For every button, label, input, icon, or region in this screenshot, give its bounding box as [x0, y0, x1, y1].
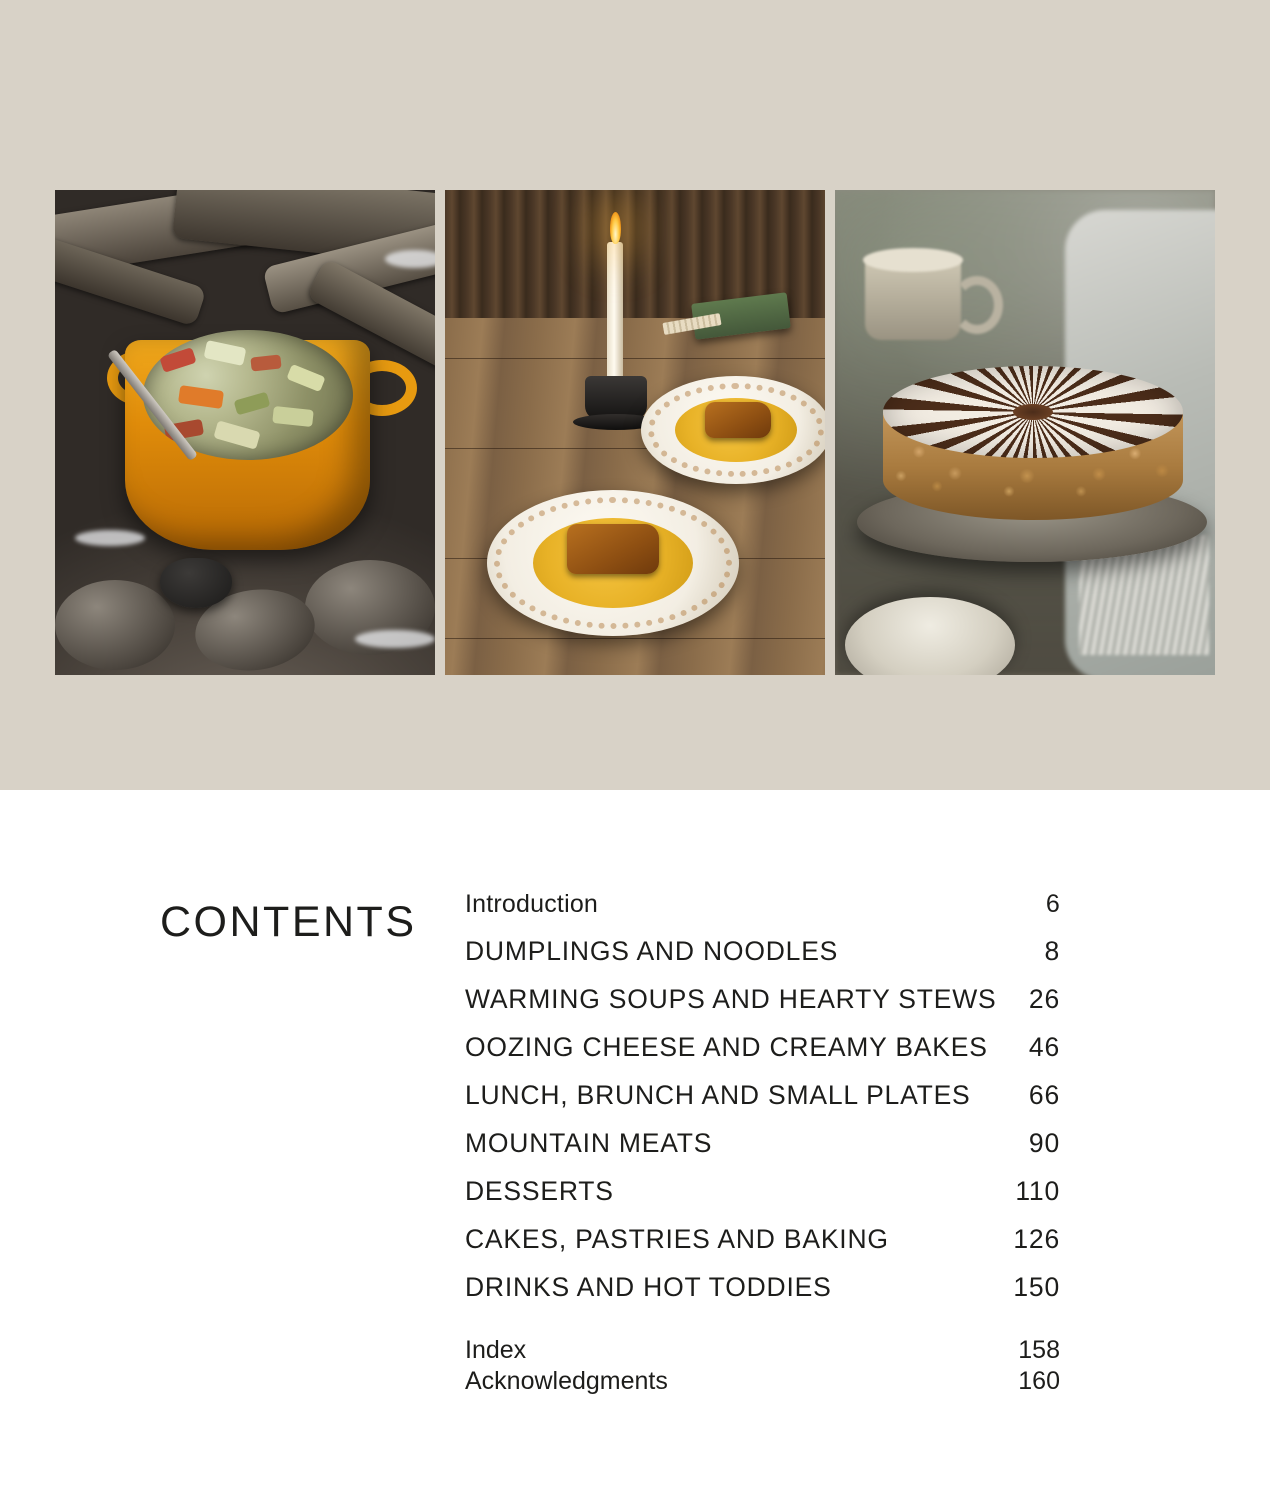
stew-ingredient: [234, 392, 271, 416]
toc-row-chapter[interactable]: [465, 1080, 1060, 1111]
toc-label: DESSERTS: [465, 1176, 614, 1206]
toc-row-index[interactable]: [465, 1336, 1060, 1365]
toc-page-number: 126: [1013, 1224, 1060, 1254]
toc-row-chapter[interactable]: [465, 1176, 1060, 1207]
stew-ingredient: [178, 385, 224, 409]
braised-meat: [705, 402, 771, 438]
toc-page-number: 8: [1044, 936, 1060, 966]
plank-seam: [445, 358, 825, 359]
braised-meat: [567, 524, 659, 574]
photo-row: [55, 190, 1215, 675]
toc-label: WARMING SOUPS AND HEARTY STEWS: [465, 984, 997, 1014]
page-title: CONTENTS: [160, 898, 417, 946]
toc-row-chapter[interactable]: [465, 936, 1060, 967]
toc-label: Index: [465, 1336, 527, 1364]
plate-front: [487, 490, 739, 636]
toc-page-number: 6: [1045, 890, 1060, 918]
toc-label: DRINKS AND HOT TODDIES: [465, 1272, 832, 1302]
plank-seam: [445, 638, 825, 639]
snow-patch: [355, 630, 435, 648]
toc-label: DUMPLINGS AND NOODLES: [465, 936, 839, 966]
toc-page-number: 110: [1015, 1176, 1060, 1206]
toc-label: OOZING CHEESE AND CREAMY BAKES: [465, 1032, 988, 1062]
snow-patch: [75, 530, 145, 546]
toc-row-chapter[interactable]: [465, 1272, 1060, 1303]
photo-candlelit-plates: [445, 190, 825, 675]
table-of-contents: [465, 890, 1060, 1396]
toc-label: CAKES, PASTRIES AND BAKING: [465, 1224, 889, 1254]
toc-page-number: 46: [1028, 1032, 1060, 1062]
toc-row-chapter[interactable]: [465, 1128, 1060, 1159]
plate-back: [641, 376, 825, 484]
toc-row-chapter[interactable]: [465, 984, 1060, 1015]
toc-row-acknowledgments[interactable]: [465, 1367, 1060, 1396]
toc-page-number: 26: [1028, 984, 1060, 1014]
toc-label: Introduction: [465, 890, 599, 918]
toc-page-number: 160: [1018, 1367, 1060, 1395]
mug-rim: [863, 248, 963, 272]
stew-ingredient: [286, 364, 325, 392]
photo-pot-of-stew-on-firewood: [55, 190, 435, 675]
toc-label: LUNCH, BRUNCH AND SMALL PLATES: [465, 1080, 971, 1110]
feathered-icing-top: [883, 366, 1183, 458]
stew-ingredient: [250, 354, 281, 371]
contents-page: [0, 790, 1270, 1500]
toc-spacer: [465, 1320, 1060, 1336]
toc-row-introduction[interactable]: [465, 890, 1060, 919]
toc-row-chapter[interactable]: [465, 1224, 1060, 1255]
ladle-bowl: [160, 558, 232, 608]
stew-ingredient: [213, 420, 260, 449]
candle-flame: [610, 212, 621, 244]
stew-ingredient: [272, 406, 314, 427]
toc-label: Acknowledgments: [465, 1367, 668, 1395]
stew-ingredient: [204, 340, 247, 366]
toc-row-chapter[interactable]: [465, 1032, 1060, 1063]
stone: [55, 580, 175, 670]
toc-page-number: 90: [1028, 1128, 1060, 1158]
toc-page-number: 158: [1018, 1336, 1060, 1364]
contents-block: [160, 890, 1060, 1398]
photo-hazelnut-cake: [835, 190, 1215, 675]
candle: [607, 242, 623, 380]
toc-page-number: 150: [1013, 1272, 1060, 1302]
toc-label: MOUNTAIN MEATS: [465, 1128, 713, 1158]
mug-handle: [951, 276, 1003, 334]
toc-page-number: 66: [1028, 1080, 1060, 1110]
